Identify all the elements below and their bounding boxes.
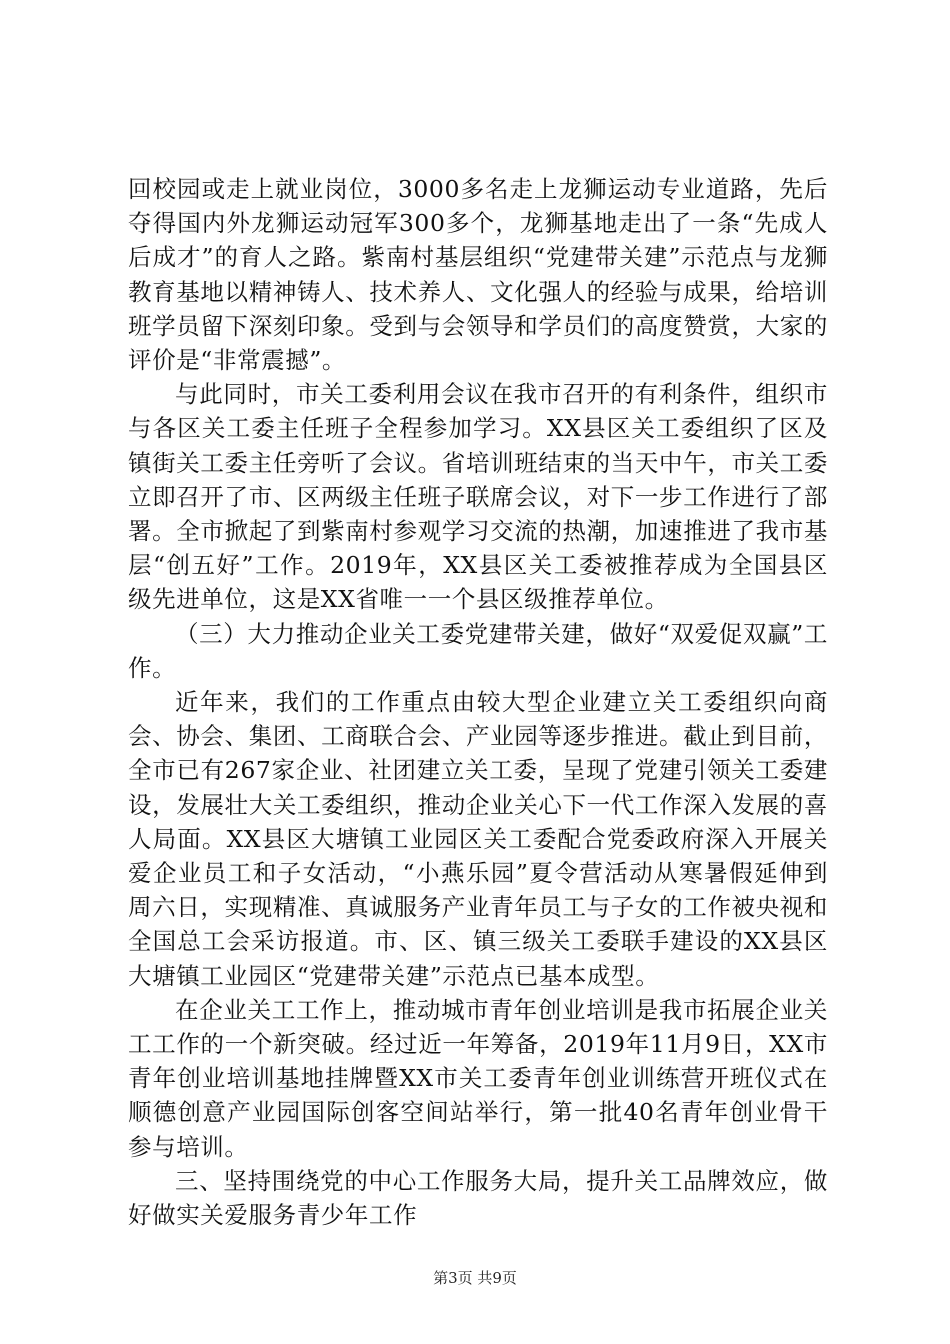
page-number: 第3页 共9页 [433,1269,517,1287]
paragraph-enterprise-committees: 近年来，我们的工作重点由较大型企业建立关工委组织向商会、协会、集团、工商联合会、产业园等逐步推进。截止到目前，全市已有267家企业、社团建立关工委，呈现了党建引领关工委建设，发展壮大关工委组织，推动企业关心下一代工作深入发展的喜人局面。XX县区大塘镇工业园区关工委配合党委政府深入开展关爱企业员工和子女活动，“小燕乐园”夏令营活动从寒暑假延伸到周六日，实现精准、真诚服务产业青年员工与子女的工作被央视和全国总工会采访报道。市、区、镇三级关工委联手建设的XX县区大塘镇工业园区“党建带关建”示范点已基本成型。 [128,688,828,990]
page-footer [0,1268,950,1288]
paragraph-youth-entrepreneurship: 在企业关工工作上，推动城市青年创业培训是我市拓展企业关工工作的一个新突破。经过近一年筹备，2019年11月9日，XX市青年创业培训基地挂牌暨XX市关工委青年创业训练营开班仪式在顺德创意产业园国际创客空间站举行，第一批40名青年创业骨干参与培训。 [128,995,828,1161]
paragraph-continuation: 回校园或走上就业岗位，3000多名走上龙狮运动专业道路，先后夺得国内外龙狮运动冠军300多个，龙狮基地走出了一条“先成人后成才”的育人之路。紫南村基层组织“党建带关建”示范点与龙狮教育基地以精神铸人、技术养人、文化强人的经验与成果，给培训班学员留下深刻印象。受到与会领导和学员们的高度赞赏，大家的评价是“非常震撼”。 [128,175,828,375]
paragraph-meeting-study: 与此同时，市关工委利用会议在我市召开的有利条件，组织市与各区关工委主任班子全程参加学习。XX县区关工委组织了区及镇街关工委主任旁听了会议。省培训班结束的当天中午，市关工委立即召开了市、区两级主任班子联席会议，对下一步工作进行了部署。全市掀起了到紫南村参观学习交流的热潮，加速推进了我市基层“创五好”工作。2019年，XX县区关工委被推荐成为全国县区级先进单位，这是XX省唯一一个县区级推荐单位。 [128,380,828,614]
document-body [128,172,828,1232]
section-heading-main-3: 三、坚持围绕党的中心工作服务大局，提升关工品牌效应，做好做实关爱服务青少年工作 [128,1166,828,1230]
section-heading-3: （三）大力推动企业关工委党建带关建，做好“双爱促双赢”工作。 [128,619,828,682]
